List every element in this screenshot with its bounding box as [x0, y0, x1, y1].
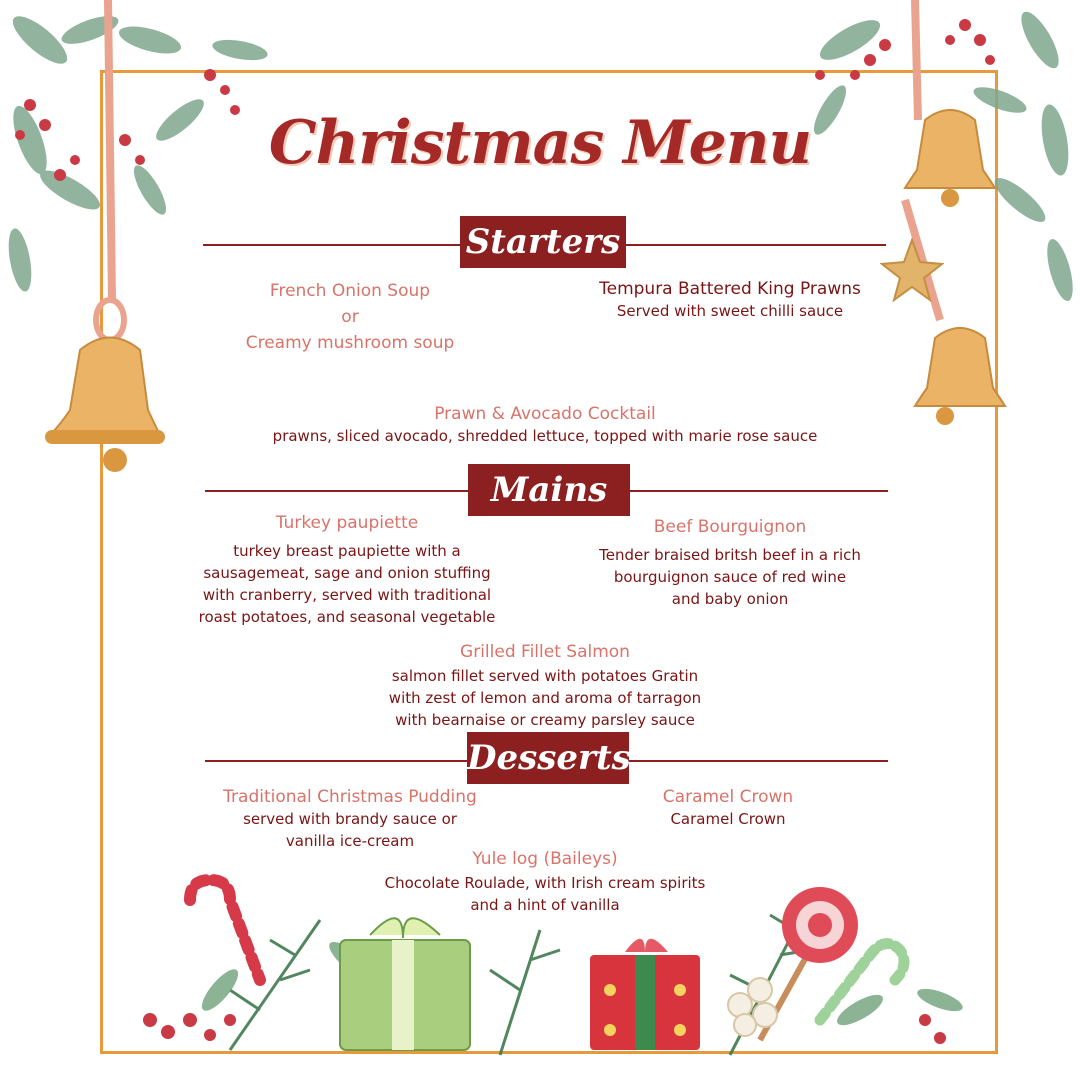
bottom-decorations: [120, 860, 1000, 1060]
dish-description: roast potatoes, and seasonal vegetable: [198, 608, 496, 626]
candy-cane-icon: [190, 880, 260, 980]
dish-name: Tempura Battered King Prawns: [599, 279, 861, 299]
dish-description: with bearnaise or creamy parsley sauce: [395, 711, 695, 729]
dish-turkey: [190, 512, 504, 628]
dish-description: Chocolate Roulade, with Irish cream spirits: [384, 874, 706, 892]
dish-name: Beef Bourguignon: [653, 517, 807, 537]
dish-caramel-crown: [600, 786, 856, 830]
dish-or: or: [341, 307, 359, 327]
section-title-mains: Mains: [468, 464, 630, 516]
dish-name: Prawn & Avocado Cocktail: [434, 404, 656, 424]
dish-grilled-salmon: [340, 641, 750, 731]
dish-description: salmon fillet served with potatoes Gratin: [391, 667, 699, 685]
dish-name: Yule log (Baileys): [472, 849, 618, 869]
dish-name: Traditional Christmas Pudding: [223, 787, 477, 807]
dish-description: bourguignon sauce of red wine: [613, 568, 847, 586]
dish-description: sausagemeat, sage and onion stuffing: [203, 564, 491, 582]
dish-name: Caramel Crown: [662, 787, 794, 807]
dish-prawn-cocktail: [200, 403, 890, 447]
gift-box-icon: [590, 939, 700, 1050]
bell-icon: [40, 290, 170, 480]
section-title-starters: Starters: [460, 216, 626, 268]
dish-description: served with brandy sauce or: [243, 810, 457, 828]
section-title-desserts: Desserts: [467, 732, 629, 784]
dish-christmas-pudding: [200, 786, 500, 852]
dish-description: and baby onion: [671, 590, 789, 608]
dish-name: French Onion Soup: [269, 281, 431, 301]
dish-description: and a hint of vanilla: [470, 896, 620, 914]
dish-tempura-prawns: [570, 278, 890, 322]
page-title: Christmas Menu: [268, 108, 812, 178]
dish-name: Grilled Fillet Salmon: [460, 642, 630, 662]
dish-description: vanilla ice-cream: [285, 832, 415, 850]
dish-description: prawns, sliced avocado, shredded lettuce, topped with marie rose sauce: [272, 427, 818, 445]
dish-soup: [200, 278, 500, 356]
dish-description: Tender braised britsh beef in a rich: [599, 546, 861, 564]
dish-name: Turkey paupiette: [275, 513, 419, 533]
dish-description: turkey breast paupiette with a: [233, 542, 461, 560]
dish-beef-bourguignon: [580, 516, 880, 610]
dish-name: Creamy mushroom soup: [245, 333, 455, 353]
gift-box-icon: [340, 918, 470, 1050]
bell-icon: [905, 318, 1015, 428]
dish-description: Served with sweet chilli sauce: [616, 302, 844, 320]
dish-description: with cranberry, served with traditional: [202, 586, 492, 604]
dish-description: with zest of lemon and aroma of tarragon: [388, 689, 702, 707]
dish-description: Caramel Crown: [670, 810, 786, 828]
